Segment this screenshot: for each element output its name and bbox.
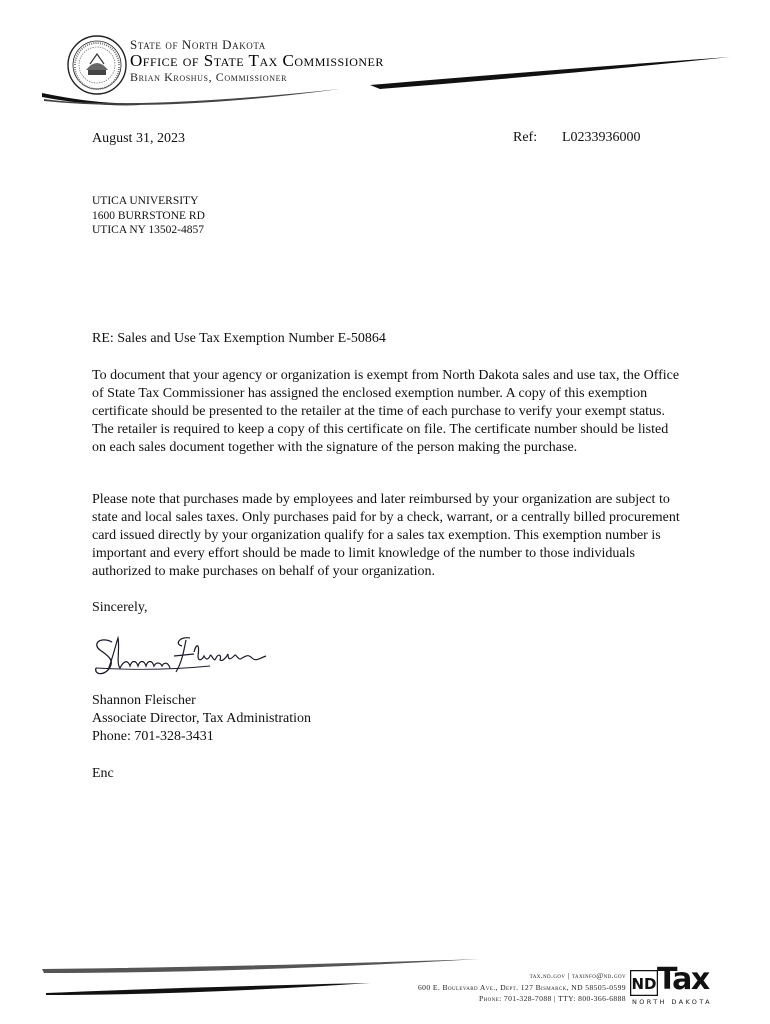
body-paragraph-2: Please note that purchases made by employees and later reimbursed by your organization are subject to state and local sales taxes. Only purchases paid for by a check, warrant, or a centrally billed procurement card issued directly by your organization qualify for a sales tax exemption. This exemption number is important and every effort should be made to limit knowledge of the number to those individuals authorized to make purchases on behalf of your organization. bbox=[92, 492, 680, 579]
enclosure-note: Enc bbox=[92, 766, 114, 781]
closing: Sincerely, bbox=[92, 600, 148, 615]
nd-logo-icon bbox=[630, 970, 658, 996]
logo-subtitle: NORTH DAKOTA bbox=[632, 998, 713, 1006]
header-commissioner: Brian Kroshus, Commissioner bbox=[130, 70, 288, 84]
signer-name: Shannon Fleischer bbox=[92, 693, 196, 708]
signer-block bbox=[92, 692, 311, 746]
footer-contact-web: tax.nd.gov | taxinfo@nd.gov bbox=[529, 971, 626, 980]
reference-label: Ref: bbox=[513, 130, 538, 145]
letter-date: August 31, 2023 bbox=[92, 131, 185, 146]
footer-address: 600 E. Boulevard Ave., Dept. 127 Bismarck, ND 58505-0599 bbox=[417, 983, 626, 992]
address-line: 1600 BURRSTONE RD bbox=[92, 209, 205, 222]
footer-phone: Phone: 701-328-7088 | TTY: 800-366-6888 bbox=[478, 994, 626, 1003]
header-state-name: State of North Dakota bbox=[130, 37, 266, 52]
address-line: UTICA NY 13502-4857 bbox=[92, 224, 205, 236]
signer-title: Associate Director, Tax Administration bbox=[92, 711, 312, 726]
signer-phone: Phone: 701-328-3431 bbox=[92, 729, 214, 744]
tax-logo-text: Tax bbox=[657, 962, 709, 997]
svg-text:ND: ND bbox=[631, 975, 657, 993]
reference-number: L0233936000 bbox=[562, 130, 641, 145]
header-swoosh-decoration bbox=[40, 55, 730, 115]
handwritten-signature bbox=[90, 630, 270, 680]
subject-line: RE: Sales and Use Tax Exemption Number E-50864 bbox=[92, 331, 386, 346]
recipient-address bbox=[92, 194, 205, 238]
body-paragraph-1: To document that your agency or organization is exempt from North Dakota sales and use tax, the Office of State Tax Commissioner has assigned the enclosed exemption number. A copy of this exemption certificate should be presented to the retailer at the time of each purchase to verify your exempt status. The retailer is required to keep a copy of this certificate on file. The certificate number should be listed on each sales document together with the signature of the person making the purchase. bbox=[92, 368, 680, 455]
header-office-name: Office of State Tax Commissioner bbox=[130, 51, 384, 70]
address-line: UTICA UNIVERSITY bbox=[92, 195, 199, 207]
